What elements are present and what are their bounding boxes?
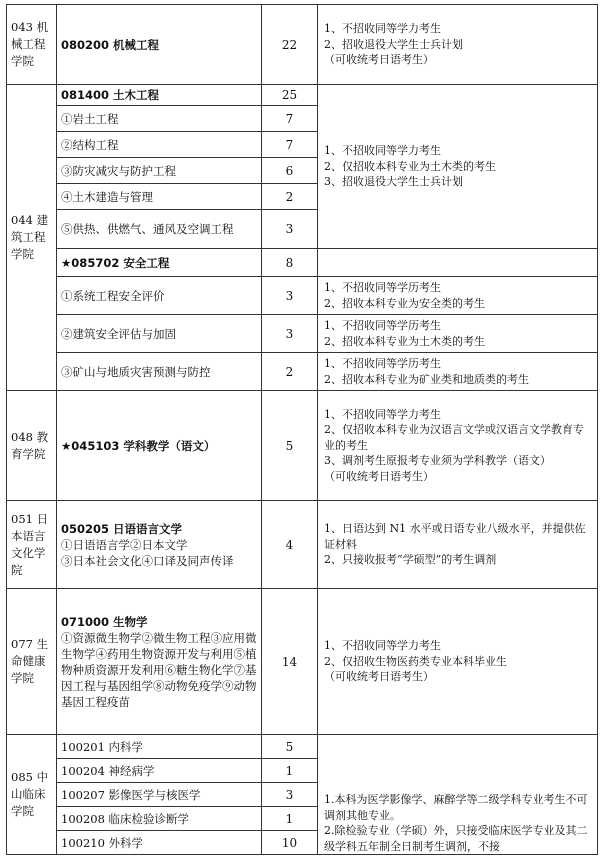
note-line: （可收统考日语考生） [324,670,434,684]
notes-cell [318,353,598,391]
table-row [7,501,598,589]
note-line: 2、仅招收本科专业为汉语言文学或汉语言文学教育专业的考生 [324,423,584,452]
sub-major-cell: 100201 内科学 [57,735,262,759]
college-cell: 044 建筑工程学院 [7,85,57,391]
notes-cell [318,277,598,315]
notes-cell [318,315,598,353]
admissions-table [6,4,598,855]
note-line: 2、仅招收本科专业为土木类的考生 [324,159,496,173]
count-cell: 2 [262,353,318,391]
count-cell: 7 [262,106,318,132]
notes-cell [318,735,598,855]
count-cell: 10 [262,831,318,855]
note-line: 1、不招收同等学力考生 [324,639,441,653]
count-cell: 14 [262,589,318,735]
major-cell [57,501,262,589]
count-cell: 6 [262,158,318,184]
major-cell [57,589,262,735]
note-line: 2、招收退役大学生士兵计划 [324,37,463,51]
table-row [7,391,598,501]
count-cell: 5 [262,735,318,759]
sub-major-cell: ①岩土工程 [57,106,262,132]
sub-major-cell: ①系统工程安全评价 [57,277,262,315]
notes-cell [318,501,598,589]
count-cell: 1 [262,759,318,783]
table-row [7,315,598,353]
table-row [7,85,598,106]
count-cell: 3 [262,315,318,353]
major-cell: 081400 土木工程 [57,85,262,106]
note-line: （可收统考日语考生） [324,53,434,67]
sub-major-cell: ②结构工程 [57,132,262,158]
sub-major-line: ③日本社会文化④口译及同声传译 [61,553,234,568]
table-row [7,353,598,391]
note-line: 2、招收本科专业为土木类的考生 [324,334,485,348]
note-line: 1、不招收同等学历考生 [324,281,441,295]
notes-cell [318,5,598,85]
count-cell: 3 [262,210,318,249]
notes-cell [318,391,598,501]
sub-major-cell: ④土木建造与管理 [57,184,262,210]
count-cell: 3 [262,783,318,807]
table-row [7,249,598,277]
note-line: 3、调剂考生原报考专业须为学科教学（语文） [324,454,551,468]
sub-major-cell: 100204 神经病学 [57,759,262,783]
note-line: 2.除检验专业（学硕）外，只接受临床医学专业及其二级学科五年制全日制考生调剂，不接 [324,824,588,853]
sub-major-cell: 100208 临床检验诊断学 [57,807,262,831]
college-cell: 043 机械工程学院 [7,5,57,85]
major-cell: ★085702 安全工程 [57,249,262,277]
major-cell: 080200 机械工程 [57,5,262,85]
college-cell: 085 中山临床学院 [7,735,57,855]
count-cell: 25 [262,85,318,106]
count-cell: 7 [262,132,318,158]
count-cell: 4 [262,501,318,589]
sub-major-cell: ⑤供热、供燃气、通风及空调工程 [57,210,262,249]
count-cell: 22 [262,5,318,85]
sub-major-line: ①日语语言学②日本文学 [61,537,188,552]
major-title: 071000 生物学 [61,614,148,629]
major-title: 050205 日语语言文学 [61,521,183,536]
count-cell: 2 [262,184,318,210]
sub-major-list: ①资源微生物学②微生物工程③应用微生物学④药用生物资源开发与利用⑤植物种质资源开发利用⑥糖生物化学⑦基因工程与基因组学⑧动物免疫学⑨动物基因工程疫苗 [61,630,257,709]
college-cell: 048 教育学院 [7,391,57,501]
note-line: 2、招收本科专业为矿业类和地质类的考生 [324,372,529,386]
count-cell: 5 [262,391,318,501]
college-cell: 051 日本语言文化学院 [7,501,57,589]
note-line: 1、不招收同等学力考生 [324,407,441,421]
note-line: 2、仅招收生物医药类专业本科毕业生 [324,654,507,668]
count-cell: 1 [262,807,318,831]
sub-major-cell: ③防灾减灾与防护工程 [57,158,262,184]
table-row [7,277,598,315]
note-line: 1.本科为医学影像学、麻醉学等二级学科专业考生不可调剂其他专业。 [324,793,588,822]
note-line: 2、只接收报考“学硕型”的考生调剂 [324,553,497,567]
sub-major-cell: ③矿山与地质灾害预测与防控 [57,353,262,391]
note-line: （可收统考日语考生） [324,469,434,483]
table-row [7,5,598,85]
sub-major-cell: 100210 外科学 [57,831,262,855]
table-row [7,735,598,759]
sub-major-cell: ②建筑安全评估与加固 [57,315,262,353]
table-row [7,589,598,735]
count-cell: 3 [262,277,318,315]
note-line: 1、日语达到 N1 水平或日语专业八级水平，并提供佐证材料 [324,522,586,551]
note-line: 1、不招收同等学历考生 [324,319,441,333]
note-line: 1、不招收同等学力考生 [324,22,441,36]
note-line: 1、不招收同等学历考生 [324,357,441,371]
notes-cell [318,589,598,735]
college-cell: 077 生命健康学院 [7,589,57,735]
sub-major-cell: 100207 影像医学与核医学 [57,783,262,807]
count-cell: 8 [262,249,318,277]
note-line: 2、招收本科专业为安全类的考生 [324,296,485,310]
note-line: 3、招收退役大学生士兵计划 [324,175,463,189]
major-cell: ★045103 学科教学（语文） [57,391,262,501]
note-line: 1、不招收同等学力考生 [324,144,441,158]
notes-cell [318,85,598,249]
notes-cell [318,249,598,277]
